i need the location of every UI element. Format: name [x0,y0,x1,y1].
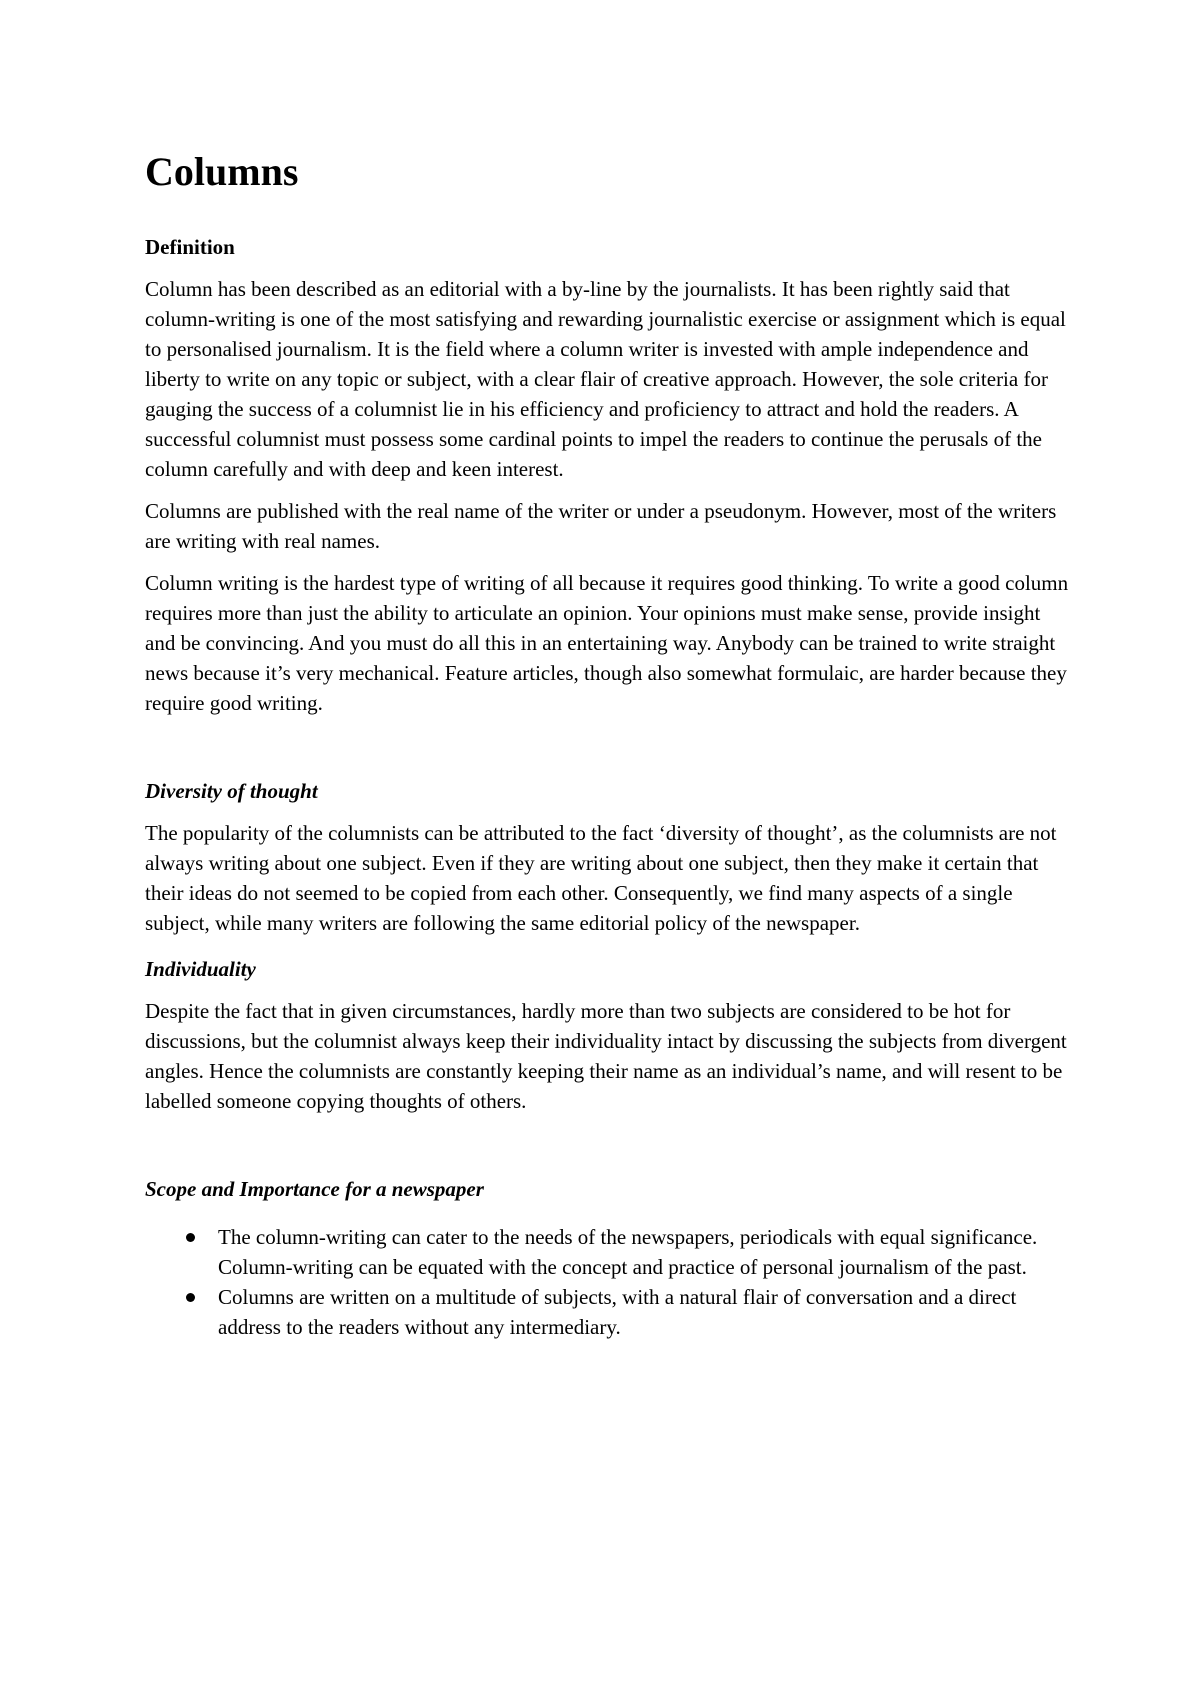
section-heading-individuality: Individuality [145,957,256,981]
definition-paragraph-3: Column writing is the hardest type of writing of all because it requires good thinking. To write a good column requires more than just the ability to articulate an opinion. Your opinions must make sense, provide insight and be convincing. And you must do all this in an entertaining way. Anybody can be trained to write straight news because it’s very mechanical. Feature articles, though also somewhat formulaic, are harder because they require good writing. [145,571,1069,715]
bullet-item-text: The column-writing can cater to the needs of the newspapers, periodicals with equal significance. Column-writing can be equated with the concept and practice of personal journalism of the past. [218,1225,1038,1279]
section-heading-diversity-of-thought: Diversity of thought [145,779,318,803]
section-heading-scope-and-importance: Scope and Importance for a newspaper [145,1177,484,1201]
scope-bullet-list [145,1222,1070,1342]
spacer [145,730,1070,778]
bullet-item-text: Columns are written on a multitude of subjects, with a natural flair of conversation and a direct address to the readers without any intermediary. [218,1285,1017,1339]
bullet-item [218,1222,1070,1282]
definition-paragraph-1: Column has been described as an editorial with a by-line by the journalists. It has been rightly said that column-writing is one of the most satisfying and rewarding journalistic exercise or assignment which is equal to personalised journalism. It is the field where a column writer is invested with ample independence and liberty to write on any topic or subject, with a clear flair of creative approach. However, the sole criteria for gauging the success of a columnist lie in his efficiency and proficiency to attract and hold the readers. A successful columnist must possess some cardinal points to impel the readers to continue the perusals of the column carefully and with deep and keen interest. [145,277,1066,481]
bullet-icon [186,1233,195,1242]
bullet-item [218,1282,1070,1342]
definition-paragraph-2: Columns are published with the real name of the writer or under a pseudonym. However, most of the writers are writing with real names. [145,499,1057,553]
bullet-icon [186,1293,195,1302]
diversity-paragraph: The popularity of the columnists can be attributed to the fact ‘diversity of thought’, as the columnists are not always writing about one subject. Even if they are writing about one subject, then they make it certain that their ideas do not seemed to be copied from each other. Consequently, we find many aspects of a single subject, while many writers are following the same editorial policy of the newspaper. [145,821,1057,935]
spacer [145,1128,1070,1176]
document-body [145,148,1070,1342]
section-heading-definition: Definition [145,235,235,259]
individuality-paragraph: Despite the fact that in given circumstances, hardly more than two subjects are considered to be hot for discussions, but the columnist always keep their individuality intact by discussing the subjects from divergent angles. Hence the columnists are constantly keeping their name as an individual’s name, and will resent to be labelled someone copying thoughts of others. [145,999,1067,1113]
document-title: Columns [145,149,299,194]
